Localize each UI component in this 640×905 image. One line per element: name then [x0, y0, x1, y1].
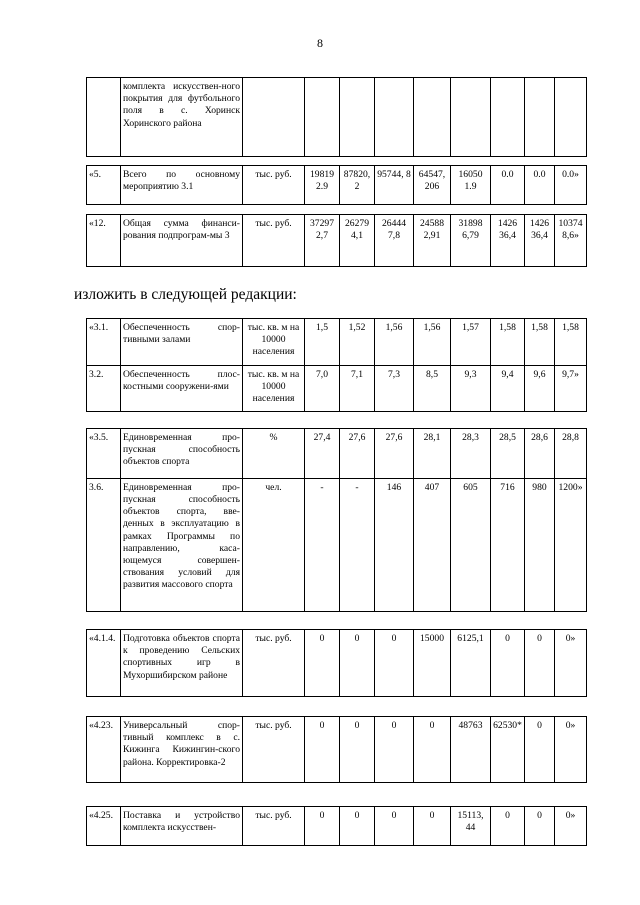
table-row	[87, 429, 587, 479]
unit-cell: тыс. кв. м на 10000 населения	[243, 319, 305, 366]
page-number: 8	[317, 36, 323, 50]
value-cell: 0	[340, 717, 375, 783]
table-row	[87, 717, 587, 783]
value-cell: 15000	[414, 630, 451, 697]
row-name-cell: Обеспеченность спор-тивными залами	[121, 319, 243, 366]
row-number-cell: «4.23.	[87, 717, 121, 783]
value-cell: 62530*	[491, 717, 525, 783]
value-cell: 31898 6,79	[451, 215, 491, 267]
value-cell: 1,52	[340, 319, 375, 366]
unit-cell: тыс. руб.	[243, 717, 305, 783]
unit-cell: тыс. руб.	[243, 166, 305, 205]
value-cell: 8,5	[414, 365, 451, 412]
value-cell: 716	[491, 478, 525, 611]
value-cell: 27,4	[305, 429, 340, 479]
value-cell: 1,58	[555, 319, 587, 366]
value-cell	[491, 78, 525, 157]
value-cell: 0	[525, 807, 555, 846]
row-number-cell: «5.	[87, 166, 121, 205]
value-cell: 0	[305, 717, 340, 783]
value-cell: 0	[525, 717, 555, 783]
table-row	[87, 365, 587, 412]
value-cell: 0.0	[491, 166, 525, 205]
value-cell: 7,0	[305, 365, 340, 412]
value-cell: 0	[305, 630, 340, 697]
value-cell: 9,7»	[555, 365, 587, 412]
value-cell: 16050 1.9	[451, 166, 491, 205]
value-cell: 9,4	[491, 365, 525, 412]
table-fragment-5	[86, 428, 587, 612]
value-cell: 6125,1	[451, 630, 491, 697]
value-cell: 7,1	[340, 365, 375, 412]
row-name-cell: Единовременная про-пускная способность объектов спорта, вве-денных в эксплуатацию в рамках Программы по направлению, каса-ющемуся совершен-ствования условий для развития массового спорта	[121, 478, 243, 611]
value-cell: 1200»	[555, 478, 587, 611]
row-number-cell: 3.2.	[87, 365, 121, 412]
value-cell: 0	[491, 807, 525, 846]
value-cell: 28,6	[525, 429, 555, 479]
value-cell: 0	[375, 630, 414, 697]
unit-cell: чел.	[243, 478, 305, 611]
value-cell: 1,56	[375, 319, 414, 366]
unit-cell	[243, 78, 305, 157]
value-cell: 48763	[451, 717, 491, 783]
value-cell: 0	[414, 807, 451, 846]
row-number-cell: «4.1.4.	[87, 630, 121, 697]
row-number-cell: «3.5.	[87, 429, 121, 479]
unit-cell: тыс. руб.	[243, 215, 305, 267]
table-row	[87, 166, 587, 205]
row-name-cell: комплекта искусствен-ного покрытия для футбольного поля в с. Хоринск Хоринского района	[121, 78, 243, 157]
value-cell: 27,6	[375, 429, 414, 479]
value-cell: 28,8	[555, 429, 587, 479]
value-cell	[305, 78, 340, 157]
unit-cell: тыс. руб.	[243, 807, 305, 846]
value-cell: 0	[375, 717, 414, 783]
value-cell: 1426 36,4	[525, 215, 555, 267]
value-cell: 95744, 8	[375, 166, 414, 205]
value-cell: 19819 2.9	[305, 166, 340, 205]
value-cell: 9,3	[451, 365, 491, 412]
section-heading: изложить в следующей редакции:	[74, 286, 297, 303]
value-cell: 0	[491, 630, 525, 697]
value-cell: 146	[375, 478, 414, 611]
row-name-cell: Единовременная про-пускная способность объектов спорта	[121, 429, 243, 479]
table-fragment-4	[86, 318, 587, 412]
value-cell: 0»	[555, 807, 587, 846]
value-cell: -	[340, 478, 375, 611]
row-number-cell	[87, 78, 121, 157]
value-cell: 10374 8,6»	[555, 215, 587, 267]
value-cell: 0»	[555, 630, 587, 697]
unit-cell: %	[243, 429, 305, 479]
value-cell: 37297 2,7	[305, 215, 340, 267]
table-fragment-1	[86, 77, 587, 157]
value-cell: 26279 4,1	[340, 215, 375, 267]
value-cell: -	[305, 478, 340, 611]
row-name-cell: Обеспеченность плос-костными сооружени-ями	[121, 365, 243, 412]
value-cell: 0	[525, 630, 555, 697]
table-fragment-3	[86, 214, 587, 267]
row-name-cell: Всего по основному мероприятию 3.1	[121, 166, 243, 205]
row-number-cell: «4.25.	[87, 807, 121, 846]
value-cell: 28,3	[451, 429, 491, 479]
value-cell: 15113, 44	[451, 807, 491, 846]
value-cell: 0	[414, 717, 451, 783]
value-cell: 1,58	[491, 319, 525, 366]
row-number-cell: «3.1.	[87, 319, 121, 366]
table-fragment-8	[86, 806, 587, 846]
table-row	[87, 807, 587, 846]
value-cell: 27,6	[340, 429, 375, 479]
value-cell: 1426 36,4	[491, 215, 525, 267]
value-cell: 1,5	[305, 319, 340, 366]
value-cell: 24588 2,91	[414, 215, 451, 267]
value-cell: 0	[375, 807, 414, 846]
value-cell	[340, 78, 375, 157]
row-name-cell: Подготовка объектов спорта к проведению Сельских спортивных игр в Мухоршибирском районе	[121, 630, 243, 697]
value-cell: 64547, 206	[414, 166, 451, 205]
unit-cell: тыс. кв. м на 10000 населения	[243, 365, 305, 412]
value-cell: 28,5	[491, 429, 525, 479]
table-fragment-6	[86, 629, 587, 697]
table-row	[87, 215, 587, 267]
value-cell: 0.0	[525, 166, 555, 205]
value-cell: 28,1	[414, 429, 451, 479]
table-row	[87, 478, 587, 611]
table-fragment-2	[86, 165, 587, 205]
table-fragment-7	[86, 716, 587, 783]
value-cell: 1,56	[414, 319, 451, 366]
value-cell: 0	[340, 807, 375, 846]
row-number-cell: 3.6.	[87, 478, 121, 611]
unit-cell: тыс. руб.	[243, 630, 305, 697]
value-cell	[555, 78, 587, 157]
value-cell	[525, 78, 555, 157]
value-cell	[375, 78, 414, 157]
value-cell: 605	[451, 478, 491, 611]
row-name-cell: Поставка и устройство комплекта искусствен-	[121, 807, 243, 846]
row-name-cell: Общая сумма финанси-рования подпрограм-мы 3	[121, 215, 243, 267]
value-cell: 9,6	[525, 365, 555, 412]
value-cell: 0.0»	[555, 166, 587, 205]
value-cell	[414, 78, 451, 157]
table-row	[87, 78, 587, 157]
value-cell: 407	[414, 478, 451, 611]
value-cell: 7,3	[375, 365, 414, 412]
value-cell: 0	[340, 630, 375, 697]
value-cell	[451, 78, 491, 157]
row-name-cell: Универсальный спор-тивный комплекс в с. Кижинга Кижингин-ского района. Корректировка-2	[121, 717, 243, 783]
value-cell: 87820, 2	[340, 166, 375, 205]
table-row	[87, 319, 587, 366]
value-cell: 26444 7,8	[375, 215, 414, 267]
table-row	[87, 630, 587, 697]
value-cell: 0	[305, 807, 340, 846]
value-cell: 980	[525, 478, 555, 611]
row-number-cell: «12.	[87, 215, 121, 267]
value-cell: 1,58	[525, 319, 555, 366]
value-cell: 0»	[555, 717, 587, 783]
value-cell: 1,57	[451, 319, 491, 366]
